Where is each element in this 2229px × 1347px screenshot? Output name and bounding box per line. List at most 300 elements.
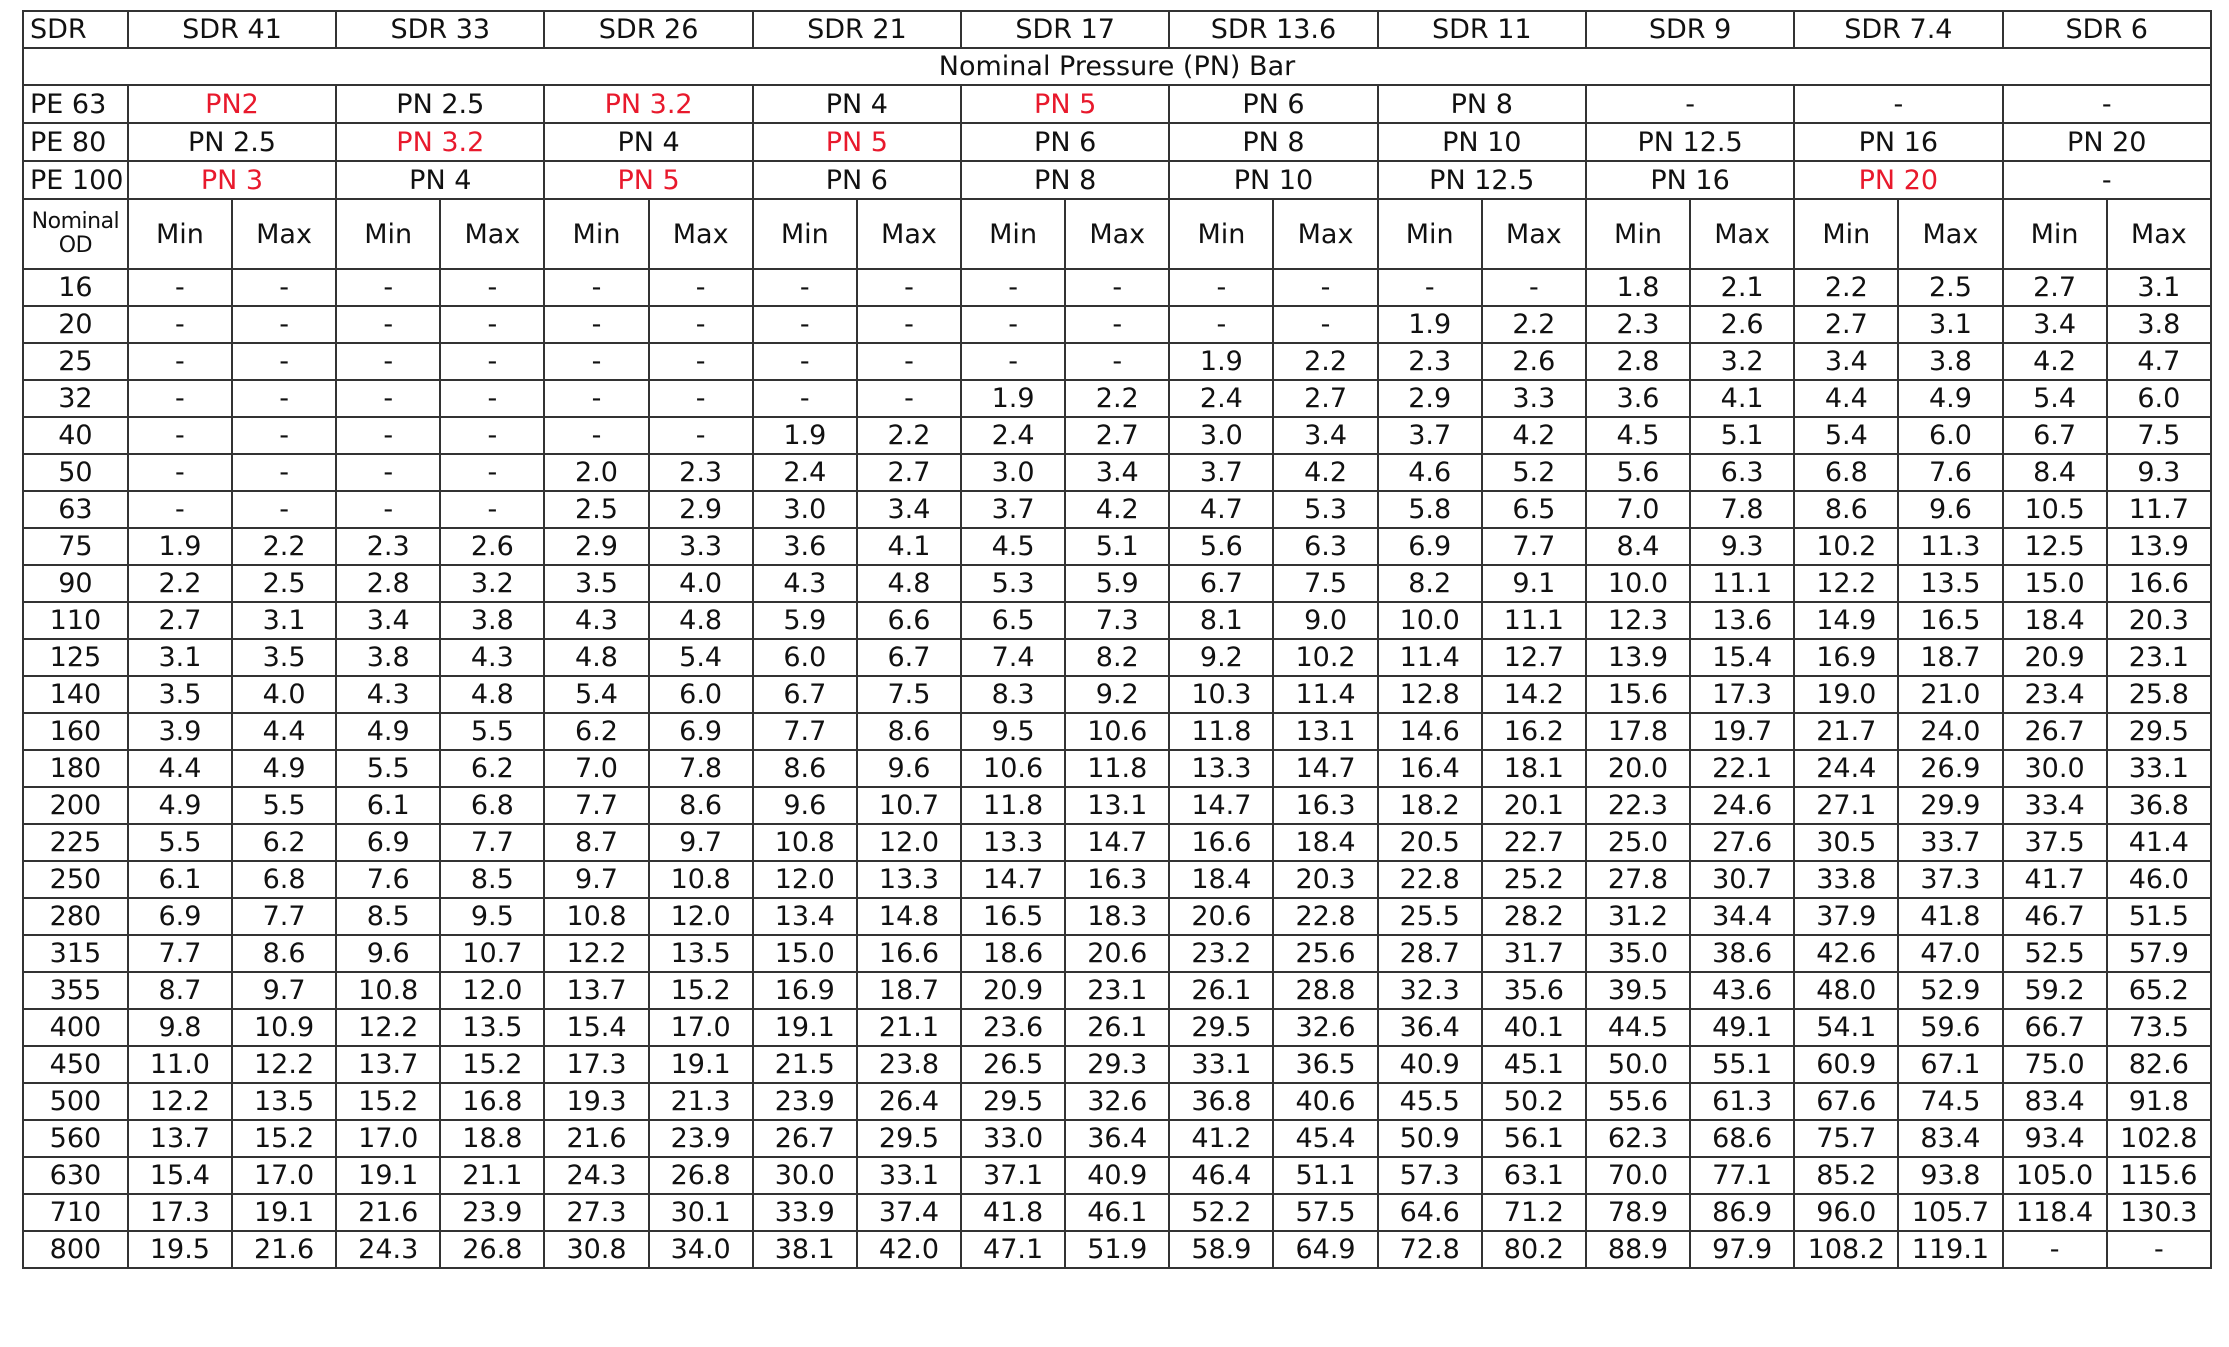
min-thickness-cell: 7.0 [1586,491,1690,528]
min-thickness-cell: 9.5 [961,713,1065,750]
max-thickness-cell: 4.1 [857,528,961,565]
min-thickness-cell: 47.1 [961,1231,1065,1268]
min-thickness-cell: 21.6 [336,1194,440,1231]
max-thickness-cell: 12.0 [857,824,961,861]
min-thickness-cell: 4.5 [1586,417,1690,454]
min-thickness-cell: 23.4 [2003,676,2107,713]
min-thickness-cell: 6.8 [1794,454,1898,491]
max-thickness-cell: 37.4 [857,1194,961,1231]
nominal-od-cell: 125 [23,639,128,676]
pn-rating-cell: PN 10 [1378,123,1586,161]
table-row [23,1194,2211,1231]
nominal-od-cell: 630 [23,1157,128,1194]
max-thickness-cell: 61.3 [1690,1083,1794,1120]
min-thickness-cell: 4.4 [1794,380,1898,417]
nominal-od-cell: 560 [23,1120,128,1157]
max-thickness-cell: 17.3 [1690,676,1794,713]
max-thickness-cell: - [1273,269,1377,306]
max-thickness-cell: 6.2 [232,824,336,861]
max-thickness-cell: 7.5 [1273,565,1377,602]
min-thickness-cell: 3.6 [1586,380,1690,417]
max-thickness-cell: 12.7 [1482,639,1586,676]
max-thickness-cell: 6.8 [440,787,544,824]
max-thickness-cell: 2.2 [1482,306,1586,343]
pn-rating-cell: PN 16 [1794,123,2002,161]
min-thickness-cell: 24.4 [1794,750,1898,787]
min-thickness-cell: 85.2 [1794,1157,1898,1194]
pn-rating-cell: PN 5 [961,85,1169,123]
max-thickness-cell: 10.8 [649,861,753,898]
min-thickness-cell: 5.3 [961,565,1065,602]
max-thickness-cell: 2.5 [1898,269,2002,306]
min-thickness-cell: 18.2 [1378,787,1482,824]
max-thickness-cell: 47.0 [1898,935,2002,972]
min-thickness-cell: 46.4 [1169,1157,1273,1194]
min-thickness-cell: 12.5 [2003,528,2107,565]
max-thickness-cell: 13.1 [1273,713,1377,750]
table-row [23,380,2211,417]
min-thickness-cell: 21.5 [753,1046,857,1083]
nominal-od-cell: 225 [23,824,128,861]
min-thickness-cell: 3.7 [1378,417,1482,454]
min-thickness-cell: 7.7 [544,787,648,824]
max-thickness-cell: 9.6 [857,750,961,787]
max-thickness-cell: 4.7 [2107,343,2211,380]
max-thickness-cell: 40.9 [1065,1157,1169,1194]
max-thickness-cell: 11.1 [1690,565,1794,602]
min-header: Min [961,199,1065,269]
max-header: Max [649,199,753,269]
min-thickness-cell: 2.5 [544,491,648,528]
max-thickness-cell: 10.7 [857,787,961,824]
max-thickness-cell: 41.4 [2107,824,2211,861]
max-thickness-cell: 16.2 [1482,713,1586,750]
max-thickness-cell: 11.8 [1065,750,1169,787]
max-thickness-cell: 77.1 [1690,1157,1794,1194]
min-thickness-cell: 28.7 [1378,935,1482,972]
max-thickness-cell: 3.8 [2107,306,2211,343]
min-thickness-cell: 5.5 [128,824,232,861]
max-thickness-cell: 5.9 [1065,565,1169,602]
min-thickness-cell: 5.6 [1586,454,1690,491]
min-thickness-cell: - [336,380,440,417]
nominal-od-cell: 75 [23,528,128,565]
min-thickness-cell: 4.8 [544,639,648,676]
table-row [23,1231,2211,1268]
max-thickness-cell: 18.1 [1482,750,1586,787]
max-thickness-cell: 119.1 [1898,1231,2002,1268]
max-thickness-cell: 6.5 [1482,491,1586,528]
pn-rating-cell: PN 3.2 [544,85,752,123]
max-thickness-cell: 31.7 [1482,935,1586,972]
max-thickness-cell: 7.5 [857,676,961,713]
min-thickness-cell: 38.1 [753,1231,857,1268]
max-thickness-cell: - [2107,1231,2211,1268]
min-thickness-cell: 9.6 [336,935,440,972]
min-thickness-cell: 29.5 [1169,1009,1273,1046]
min-thickness-cell: 20.9 [2003,639,2107,676]
min-thickness-cell: 8.3 [961,676,1065,713]
nominal-od-cell: 40 [23,417,128,454]
sdr-column-header: SDR 11 [1378,11,1586,48]
max-thickness-cell: 23.9 [440,1194,544,1231]
min-thickness-cell: 4.2 [2003,343,2107,380]
material-row [23,85,2211,123]
max-thickness-cell: 5.1 [1065,528,1169,565]
min-thickness-cell: 2.8 [1586,343,1690,380]
min-thickness-cell: 1.8 [1586,269,1690,306]
max-thickness-cell: 34.0 [649,1231,753,1268]
max-thickness-cell: 32.6 [1065,1083,1169,1120]
min-header: Min [544,199,648,269]
max-thickness-cell: - [232,454,336,491]
pn-rating-cell: PN 5 [753,123,961,161]
min-thickness-cell: 14.6 [1378,713,1482,750]
nominal-od-header [23,199,128,269]
min-header: Min [336,199,440,269]
max-thickness-cell: 7.6 [1898,454,2002,491]
max-thickness-cell: 4.0 [232,676,336,713]
table-row [23,824,2211,861]
pn-rating-cell: - [2003,161,2212,199]
min-thickness-cell: 2.9 [1378,380,1482,417]
min-thickness-cell: 2.7 [2003,269,2107,306]
min-thickness-cell: 10.3 [1169,676,1273,713]
material-label: PE 100 [23,161,128,199]
min-thickness-cell: 15.6 [1586,676,1690,713]
min-header: Min [1586,199,1690,269]
min-thickness-cell: 5.9 [753,602,857,639]
min-header: Min [2003,199,2107,269]
min-thickness-cell: 41.8 [961,1194,1065,1231]
min-header: Min [1378,199,1482,269]
max-thickness-cell: 36.8 [2107,787,2211,824]
max-thickness-cell: 3.8 [1898,343,2002,380]
min-thickness-cell: 78.9 [1586,1194,1690,1231]
nominal-od-cell: 315 [23,935,128,972]
max-thickness-cell: 29.9 [1898,787,2002,824]
max-thickness-cell: 18.3 [1065,898,1169,935]
max-thickness-cell: 2.5 [232,565,336,602]
min-thickness-cell: 20.0 [1586,750,1690,787]
max-thickness-cell: 4.8 [440,676,544,713]
max-thickness-cell: 16.3 [1273,787,1377,824]
pn-rating-cell: - [2003,85,2212,123]
max-thickness-cell: - [440,306,544,343]
max-thickness-cell: 4.2 [1482,417,1586,454]
min-thickness-cell: - [336,269,440,306]
min-thickness-cell: 8.1 [1169,602,1273,639]
max-thickness-cell: 4.9 [1898,380,2002,417]
max-thickness-cell: 25.6 [1273,935,1377,972]
max-thickness-cell: 5.5 [440,713,544,750]
sdr-header-row [23,11,2211,48]
pn-rating-cell: PN 4 [753,85,961,123]
min-thickness-cell: - [128,269,232,306]
nominal-od-line1: Nominal [31,208,120,234]
max-thickness-cell: 6.2 [440,750,544,787]
max-thickness-cell: 4.0 [649,565,753,602]
max-thickness-cell: 105.7 [1898,1194,2002,1231]
max-thickness-cell: 2.2 [232,528,336,565]
min-thickness-cell: 15.0 [2003,565,2107,602]
max-thickness-cell: 7.7 [1482,528,1586,565]
min-thickness-cell: 30.0 [2003,750,2107,787]
min-thickness-cell: 13.3 [961,824,1065,861]
min-thickness-cell: 30.8 [544,1231,648,1268]
max-thickness-cell: 15.2 [649,972,753,1009]
max-thickness-cell: 2.6 [440,528,544,565]
max-thickness-cell: 51.5 [2107,898,2211,935]
max-thickness-cell: 18.7 [857,972,961,1009]
min-thickness-cell: 10.0 [1586,565,1690,602]
max-header: Max [1898,199,2002,269]
min-thickness-cell: 118.4 [2003,1194,2107,1231]
max-thickness-cell: 4.8 [649,602,753,639]
max-thickness-cell: 67.1 [1898,1046,2002,1083]
sdr-column-header: SDR 13.6 [1169,11,1377,48]
max-thickness-cell: - [649,306,753,343]
min-thickness-cell: - [336,343,440,380]
max-thickness-cell: 5.1 [1690,417,1794,454]
min-thickness-cell: 23.6 [961,1009,1065,1046]
pn-rating-cell: PN2 [128,85,336,123]
max-thickness-cell: 13.5 [440,1009,544,1046]
max-header: Max [857,199,961,269]
min-thickness-cell: 5.5 [336,750,440,787]
pn-rating-cell: PN 8 [1378,85,1586,123]
nominal-od-cell: 90 [23,565,128,602]
min-thickness-cell: 8.6 [753,750,857,787]
max-thickness-cell: 17.0 [232,1157,336,1194]
max-thickness-cell: 7.5 [2107,417,2211,454]
min-thickness-cell: - [336,306,440,343]
table-row [23,972,2211,1009]
max-thickness-cell: 27.6 [1690,824,1794,861]
max-thickness-cell: 6.8 [232,861,336,898]
min-thickness-cell: 75.0 [2003,1046,2107,1083]
max-thickness-cell: 9.6 [1898,491,2002,528]
max-thickness-cell: 8.5 [440,861,544,898]
min-thickness-cell: 20.5 [1378,824,1482,861]
min-thickness-cell: - [961,343,1065,380]
max-thickness-cell: 20.1 [1482,787,1586,824]
min-thickness-cell: 1.9 [1169,343,1273,380]
max-thickness-cell: 4.2 [1065,491,1169,528]
max-thickness-cell: 19.1 [649,1046,753,1083]
min-thickness-cell: 22.8 [1378,861,1482,898]
max-thickness-cell: 5.5 [232,787,336,824]
min-thickness-cell: 21.7 [1794,713,1898,750]
min-thickness-cell: 9.7 [544,861,648,898]
min-thickness-cell: 12.2 [1794,565,1898,602]
max-thickness-cell: 36.4 [1065,1120,1169,1157]
sdr-column-header: SDR 33 [336,11,544,48]
min-thickness-cell: 88.9 [1586,1231,1690,1268]
min-thickness-cell: 9.6 [753,787,857,824]
min-thickness-cell: 96.0 [1794,1194,1898,1231]
min-thickness-cell: 27.3 [544,1194,648,1231]
min-thickness-cell: - [1378,269,1482,306]
max-thickness-cell: - [232,417,336,454]
min-thickness-cell: 5.4 [2003,380,2107,417]
table-row [23,269,2211,306]
table-row [23,528,2211,565]
min-thickness-cell: 4.3 [544,602,648,639]
max-thickness-cell: 3.1 [232,602,336,639]
min-thickness-cell: 8.7 [544,824,648,861]
min-thickness-cell: 75.7 [1794,1120,1898,1157]
min-thickness-cell: 60.9 [1794,1046,1898,1083]
min-thickness-cell: 19.1 [753,1009,857,1046]
max-thickness-cell: 21.0 [1898,676,2002,713]
min-thickness-cell: 11.8 [961,787,1065,824]
min-thickness-cell: 18.4 [2003,602,2107,639]
min-thickness-cell: - [753,343,857,380]
max-thickness-cell: 33.1 [857,1157,961,1194]
max-thickness-cell: 24.0 [1898,713,2002,750]
max-thickness-cell: 9.3 [1690,528,1794,565]
max-thickness-cell: 5.3 [1273,491,1377,528]
min-thickness-cell: 27.8 [1586,861,1690,898]
max-thickness-cell: 93.8 [1898,1157,2002,1194]
nominal-od-cell: 50 [23,454,128,491]
nominal-od-cell: 400 [23,1009,128,1046]
min-thickness-cell: - [336,491,440,528]
max-thickness-cell: 2.1 [1690,269,1794,306]
max-thickness-cell: 30.7 [1690,861,1794,898]
max-header: Max [440,199,544,269]
nominal-od-cell: 63 [23,491,128,528]
min-thickness-cell: 17.0 [336,1120,440,1157]
max-thickness-cell: 6.0 [649,676,753,713]
max-thickness-cell: 18.8 [440,1120,544,1157]
max-thickness-cell: 15.2 [440,1046,544,1083]
min-thickness-cell: 67.6 [1794,1083,1898,1120]
max-thickness-cell: 3.4 [1273,417,1377,454]
nominal-pressure-title: Nominal Pressure (PN) Bar [23,48,2211,85]
max-thickness-cell: 2.7 [1273,380,1377,417]
max-thickness-cell: 13.9 [2107,528,2211,565]
max-thickness-cell: 4.9 [232,750,336,787]
min-thickness-cell: - [1169,269,1273,306]
max-thickness-cell: 12.0 [440,972,544,1009]
min-thickness-cell: 57.3 [1378,1157,1482,1194]
pn-rating-cell: PN 8 [961,161,1169,199]
max-thickness-cell: 9.7 [232,972,336,1009]
nominal-od-cell: 20 [23,306,128,343]
pn-rating-cell: PN 8 [1169,123,1377,161]
min-thickness-cell: 17.3 [128,1194,232,1231]
min-thickness-cell: 8.7 [128,972,232,1009]
max-thickness-cell: 52.9 [1898,972,2002,1009]
min-thickness-cell: 1.9 [1378,306,1482,343]
max-thickness-cell: 57.9 [2107,935,2211,972]
table-row [23,491,2211,528]
min-thickness-cell: 44.5 [1586,1009,1690,1046]
sdr-column-header: SDR 9 [1586,11,1794,48]
max-thickness-cell: 82.6 [2107,1046,2211,1083]
max-thickness-cell: - [440,417,544,454]
min-thickness-cell: 10.6 [961,750,1065,787]
max-thickness-cell: 2.2 [1065,380,1169,417]
nominal-od-cell: 16 [23,269,128,306]
max-thickness-cell: 21.3 [649,1083,753,1120]
max-thickness-cell: 4.8 [857,565,961,602]
min-thickness-cell: 5.8 [1378,491,1482,528]
max-thickness-cell: 45.4 [1273,1120,1377,1157]
max-thickness-cell: 11.3 [1898,528,2002,565]
min-thickness-cell: 4.7 [1169,491,1273,528]
max-thickness-cell: 21.1 [857,1009,961,1046]
max-thickness-cell: 26.1 [1065,1009,1169,1046]
max-thickness-cell: 13.5 [649,935,753,972]
material-row [23,123,2211,161]
max-thickness-cell: 49.1 [1690,1009,1794,1046]
max-thickness-cell: 8.2 [1065,639,1169,676]
max-thickness-cell: 3.3 [649,528,753,565]
min-thickness-cell: 6.7 [2003,417,2107,454]
min-thickness-cell: 5.4 [1794,417,1898,454]
min-thickness-cell: - [753,269,857,306]
min-thickness-cell: 12.2 [128,1083,232,1120]
max-thickness-cell: 14.7 [1273,750,1377,787]
max-thickness-cell: - [1065,343,1169,380]
min-thickness-cell: 3.4 [2003,306,2107,343]
min-thickness-cell: - [544,380,648,417]
max-thickness-cell: - [857,269,961,306]
pn-rating-cell: PN 6 [753,161,961,199]
max-thickness-cell: 4.2 [1273,454,1377,491]
min-thickness-cell: 13.7 [544,972,648,1009]
pn-rating-cell: PN 20 [2003,123,2212,161]
nominal-od-cell: 450 [23,1046,128,1083]
min-thickness-cell: 19.1 [336,1157,440,1194]
max-thickness-cell: - [440,343,544,380]
max-thickness-cell: 73.5 [2107,1009,2211,1046]
min-thickness-cell: 29.5 [961,1083,1065,1120]
sdr-column-header: SDR 26 [544,11,752,48]
max-thickness-cell: 68.6 [1690,1120,1794,1157]
max-thickness-cell: 43.6 [1690,972,1794,1009]
max-thickness-cell: 4.3 [440,639,544,676]
min-thickness-cell: 93.4 [2003,1120,2107,1157]
max-thickness-cell: 8.6 [857,713,961,750]
pn-rating-cell: - [1586,85,1794,123]
min-thickness-cell: - [336,417,440,454]
min-thickness-cell: - [128,343,232,380]
max-thickness-cell: 2.3 [649,454,753,491]
max-thickness-cell: 3.4 [857,491,961,528]
max-thickness-cell: 65.2 [2107,972,2211,1009]
min-thickness-cell: 19.3 [544,1083,648,1120]
max-thickness-cell: 86.9 [1690,1194,1794,1231]
max-thickness-cell: - [649,417,753,454]
nominal-od-cell: 280 [23,898,128,935]
table-row [23,787,2211,824]
min-thickness-cell: 4.5 [961,528,1065,565]
min-thickness-cell: 3.1 [128,639,232,676]
max-thickness-cell: - [440,269,544,306]
nominal-od-cell: 32 [23,380,128,417]
max-thickness-cell: 2.7 [857,454,961,491]
max-thickness-cell: 3.4 [1065,454,1169,491]
sdr-label: SDR [23,11,128,48]
min-thickness-cell: 37.1 [961,1157,1065,1194]
min-thickness-cell: 9.2 [1169,639,1273,676]
min-thickness-cell: 3.5 [544,565,648,602]
max-thickness-cell: 3.1 [1898,306,2002,343]
